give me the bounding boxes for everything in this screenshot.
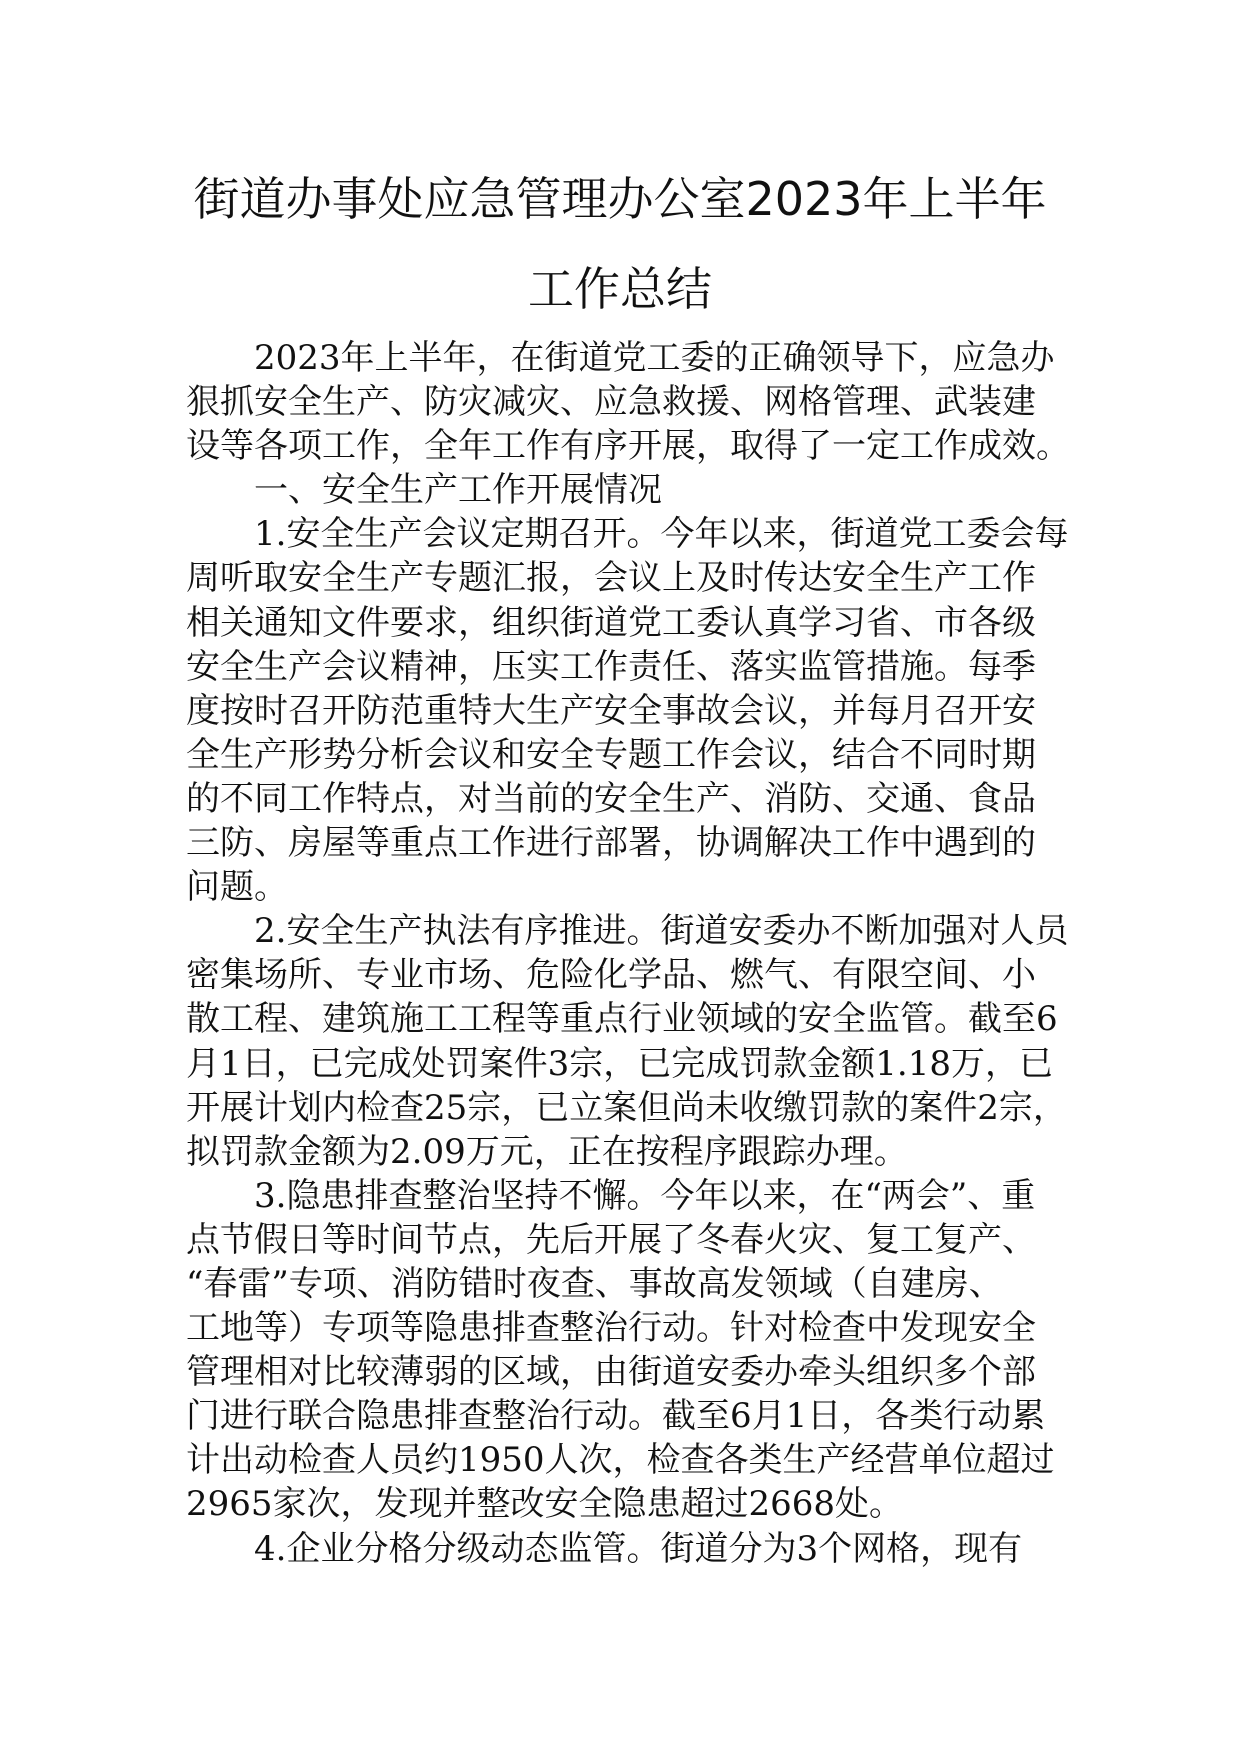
body-text-line: 点节假日等时间节点，先后开展了冬春火灾、复工复产、 — [186, 1219, 1036, 1260]
body-text-line: “春雷”专项、消防错时夜查、事故高发领域（自建房、 — [186, 1263, 1003, 1304]
body-text-line: 2023年上半年，在街道党工委的正确领导下，应急办 — [254, 338, 1055, 378]
document-title-line-2: 工作总结 — [528, 262, 712, 316]
body-text-line: 密集场所、专业市场、危险化学品、燃气、有限空间、小 — [186, 955, 1036, 996]
body-text-line: 度按时召开防范重特大生产安全事故会议，并每月召开安 — [186, 690, 1036, 731]
body-text-line: 计出动检查人员约1950人次，检查各类生产经营单位超过 — [186, 1440, 1055, 1481]
body-text-line: 管理相对比较薄弱的区域，由街道安委办牵头组织多个部 — [186, 1352, 1036, 1393]
body-text-line: 设等各项工作，全年工作有序开展，取得了一定工作成效。 — [186, 426, 1070, 467]
body-text-line: 2965家次，发现并整改安全隐患超过2668处。 — [186, 1484, 904, 1525]
body-text-line: 月1日，已完成处罚案件3宗，已完成罚款金额1.18万，已 — [186, 1043, 1053, 1084]
body-text-line: 开展计划内检查25宗，已立案但尚未收缴罚款的案件2宗， — [186, 1087, 1067, 1128]
body-text-line: 散工程、建筑施工工程等重点行业领域的安全监管。截至6 — [186, 999, 1058, 1040]
body-text-line: 拟罚款金额为2.09万元，正在按程序跟踪办理。 — [186, 1131, 908, 1172]
body-text-line: 门进行联合隐患排查整治行动。截至6月1日，各类行动累 — [186, 1396, 1046, 1437]
body-text-line: 三防、房屋等重点工作进行部署，协调解决工作中遇到的 — [186, 823, 1036, 864]
body-text-line: 狠抓安全生产、防灾减灾、应急救援、网格管理、武装建 — [186, 382, 1036, 423]
body-text-line: 4.企业分格分级动态监管。街道分为3个网格，现有 — [254, 1528, 1023, 1569]
body-text-line: 安全生产会议精神，压实工作责任、落实监管措施。每季 — [186, 646, 1036, 687]
body-text-line: 的不同工作特点，对当前的安全生产、消防、交通、食品 — [186, 778, 1036, 819]
document-title-line-1: 街道办事处应急管理办公室2023年上半年 — [193, 172, 1047, 226]
body-text-line: 1.安全生产会议定期召开。今年以来，街道党工委会每 — [254, 514, 1069, 555]
body-text-line: 相关通知文件要求，组织街道党工委认真学习省、市各级 — [186, 602, 1036, 643]
body-text-line: 2.安全生产执法有序推进。街道安委办不断加强对人员 — [254, 911, 1069, 952]
body-text-line: 3.隐患排查整治坚持不懈。今年以来，在“两会”、重 — [254, 1175, 1036, 1216]
body-text-line: 工地等）专项等隐患排查整治行动。针对检查中发现安全 — [186, 1308, 1036, 1349]
body-text-line: 问题。 — [186, 867, 288, 908]
document-body — [186, 336, 1070, 1571]
body-text-line: 一、安全生产工作开展情况 — [254, 470, 662, 511]
body-text-line: 全生产形势分析会议和安全专题工作会议，结合不同时期 — [186, 734, 1036, 775]
body-text-line: 周听取安全生产专题汇报，会议上及时传达安全生产工作 — [186, 558, 1036, 599]
